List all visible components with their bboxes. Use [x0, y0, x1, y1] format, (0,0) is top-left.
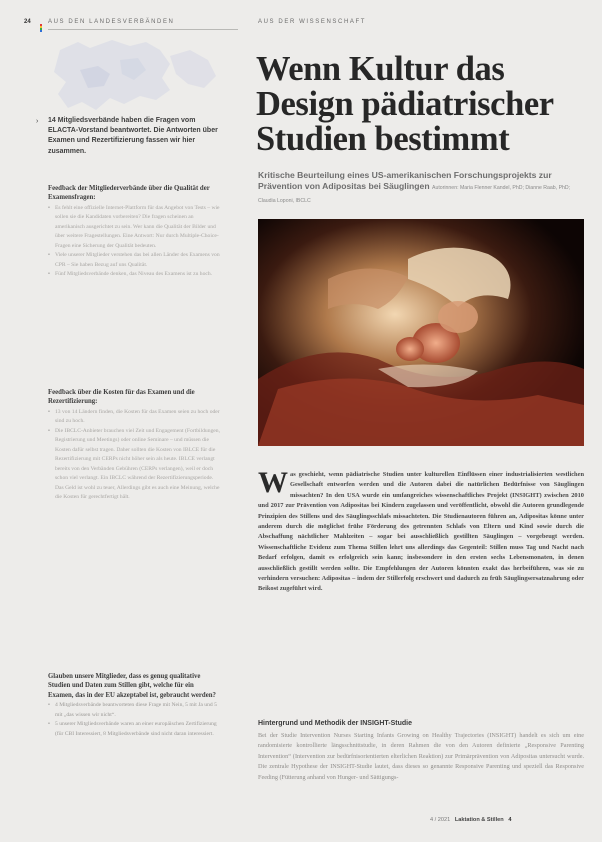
page-number: 24 [24, 19, 31, 25]
article-title: Wenn Kultur das Design pädiatrischer Studien bestimmt [256, 50, 554, 158]
feedback-quality-block [48, 184, 220, 280]
list-item: • Es fehlt eine offizielle Internet-Plattform für das Angebot von Tests – wie sollen sie die Kandidaten vorbereiten? Die fragen scheinen an amerikanisch ausgerichtet zu sein. Wer kann die Qualität der Bilder und über weitere Fragestellungen. Eine Antwort: Nur durch Multiple-Choice-Fragen eine Sicherung der Qualität bedeuten. [48, 204, 220, 252]
subtitle-text: Kritische Beurteilung eines US-amerikanischen Forschungsprojekts zur Prävention von Adipositas bei Säuglingen [258, 170, 552, 191]
list-item: • 4 Mitgliedsverbände beantworteten diese Frage mit Nein, 5 mit Ja und 5 mit „das wissen wir nicht“. [48, 701, 220, 720]
feedback-costs-heading: Feedback über die Kosten für das Examen und die Rezertifizierung: [48, 389, 195, 406]
intro-text: 14 Mitgliedsverbände haben die Fragen vom ELACTA-Vorstand beantwortet. Die Antworten über Examen und Rezertifizierung fassen wir hier zusammen. [48, 117, 218, 155]
section-label-left: AUS DEN LANDESVERBÄNDEN [48, 19, 175, 25]
europe-map-graphic [20, 30, 230, 125]
article-authors: Autorinnen: Maria Flenner Kandel, PhD; Dianne Raab, PhD; Claudia Loponi, IBCLC [258, 185, 571, 204]
page-footer [430, 817, 511, 823]
section-label-right: AUS DER WISSENSCHAFT [258, 19, 367, 25]
list-item: • 13 von 14 Ländern finden, die Kosten für das Examen seien zu hoch oder sind zu hoch. [48, 408, 220, 427]
color-stripe [40, 19, 42, 27]
list-item: • Viele unserer Mitglieder verstehen das bei allen Länder des Examens von CPR – Sie haben Bezug auf uns Qualität. [48, 251, 220, 270]
mother-baby-photo [258, 219, 584, 446]
list-item: • Fünf Mitgliedsverbände denken, das Niveau des Examens ist zu hoch. [48, 270, 220, 280]
list-item: • Die IBCLC-Anbieter brauchen viel Zeit und Engagement (Fortbildungen, Registrierung und Meetings) oder online Seminare – und müssen die Kosten dafür selbst tragen. Daher sollten die Kosten von IBLCE für die Rezertifizierung mit CERPs nicht höher sein als heute. IBLCE verlangt bereits von den Verbänden Gebühren (CERPs verlangen), weil er doch schon viel verlangt. Ein IBCLC während der Rezertifizierungsperiode. Das Geld ist wohl zu teuer, Allerdings gibt es auch eine Meinung, welche die Kosten für gerechtfertigt hält. [48, 427, 220, 503]
feedback-costs-block [48, 388, 220, 503]
studies-question-heading: Glauben unsere Mitglieder, dass es genug qualitative Studien und Daten zum Stillen gibt, welche für ein Examen, das in der EU akzeptabel ist, gebraucht werden? [48, 673, 216, 699]
lead-text: as geschieht, wenn pädiatrische Studien unter kulturellen Einflüssen einer industrialisierten westlichen Gesellschaft entworfen werden und die Autoren dabei die natürlichen Bedürfnisse von Säuglingen missachten? In den USA wurde ein umfangreiches wissenschaftliches Projekt (INSIGHT) zwischen 2010 und 2017 zur Prävention von Adipositas bei Kindern zugelassen und veröffentlicht, obwohl die Autoren grundlegende Prinzipien des Stillens und des Säuglingsschlafs missachteten. Die Studienautoren führen an, Adipositas könne unter anderem durch die möglichst frühe Förderung des getrennten Schlafs von Eltern und Kind sowie durch die Abschaffung nächtlicher Mahlzeiten – sogar bei ausschließlich gestillten Säuglingen – vorgebeugt werden. Wissenschaftliche Evidenz zum Thema Stillen lehrt uns allerdings das Gegenteil: Stillen muss Tag und Nacht nach Bedarf erfolgen, damit es erfolgreich sein kann; insbesondere in den ersten sechs Lebensmonaten, in denen ausschließlich gestillt werden sollte. Die Empfehlungen der Autoren könnten exakt das herbeiführen, was sie zu verhindern versuchen: Adipositas – indem der Stillerfolg erschwert und dadurch zu früh Säuglingsersatznahrung oder Beikost zugeführt wird. [258, 471, 584, 593]
footer-page-number: 4 [508, 817, 512, 823]
article-lead-paragraph [258, 466, 584, 595]
arrow-icon: › [36, 118, 39, 125]
feedback-quality-heading: Feedback der Mitgliederverbände über die Qualität der Examensfragen: [48, 185, 210, 202]
feedback-costs-list [48, 408, 220, 503]
section-heading: Hintergrund und Methodik der INSIGHT-Studie [258, 720, 412, 727]
list-item: • 5 unserer Mitgliedsverbände waren an einer europäischen Zertifizierung (für CBI Interessiert, 8 Mitgliedsverbände sind nicht daran interessiert. [48, 720, 220, 739]
footer-issue: 4 / 2021 [430, 817, 451, 823]
studies-question-block [48, 672, 220, 739]
article-subtitle [258, 170, 588, 207]
studies-question-list [48, 701, 220, 739]
drop-cap: W [258, 466, 288, 499]
feedback-quality-list [48, 204, 220, 280]
footer-journal: Laktation & Stillen [454, 817, 504, 823]
section-paragraph: Bei der Studie Intervention Nurses Starting Infants Growing on Healthy Trajectories (INSIGHT) handelt es sich um eine randomisierte kontrollierte längsschnittstudie, in deren Rahmen die von den Autoren definierte „Responsive Parenting Intervention“ (Intervention zur bedürfnisorientierten elterlichen Reaktion) zur Primärprävention von Adipositas untersucht wurde. Die zentrale Hypothese der INSIGHT-Studie lautet, dass dieses so genannte Responsive Parenting und speziell das Responsive Feeding (Fütterung anhand von Hunger- und Sättigungs- [258, 732, 584, 781]
